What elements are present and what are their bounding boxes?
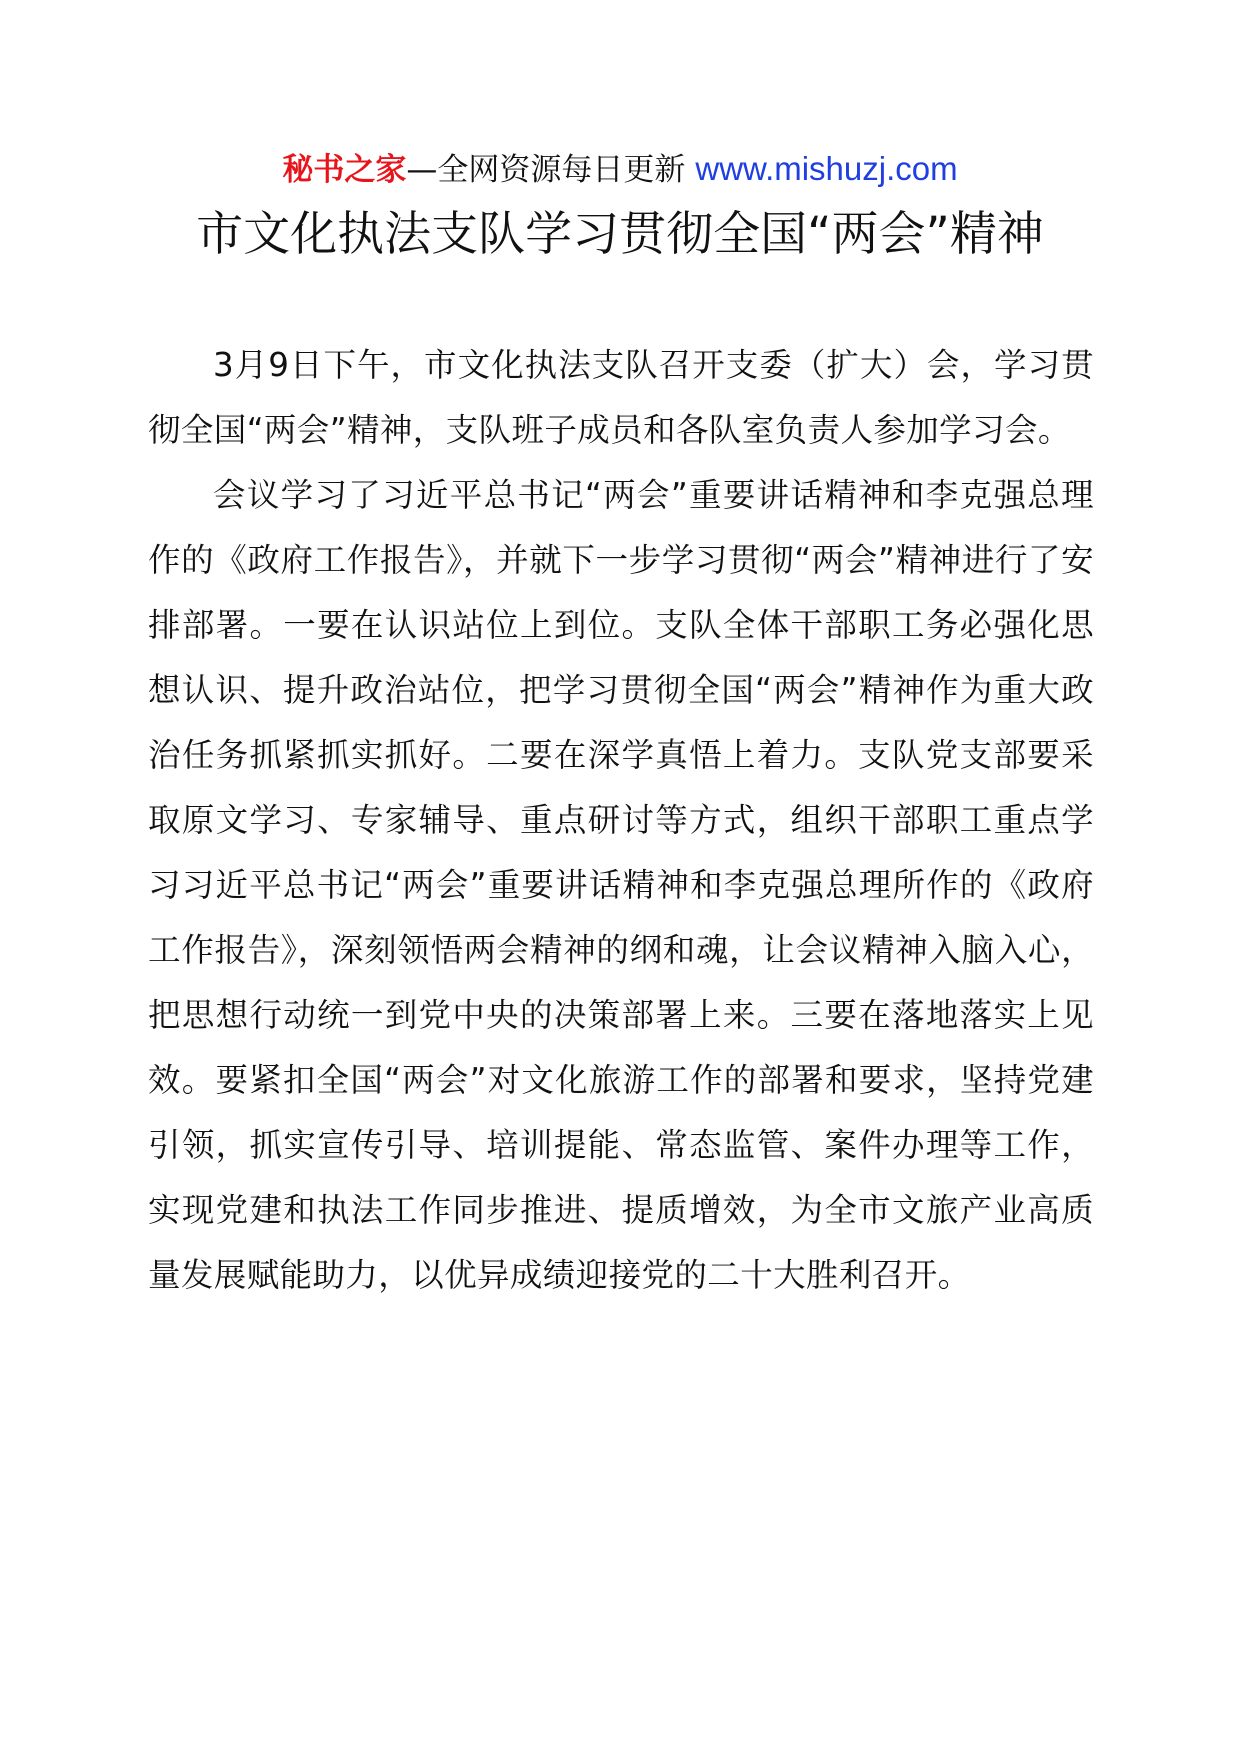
- paragraph-1: 3月9日下午，市文化执法支队召开支委（扩大）会，学习贯彻全国“两会”精神，支队班子成员和各队室负责人参加学习会。: [148, 346, 1094, 449]
- site-url-link[interactable]: www.mishuzj.com: [695, 150, 958, 187]
- document-body: [148, 333, 1094, 1308]
- site-header: [0, 146, 1240, 193]
- header-tagline: —全网资源每日更新: [406, 152, 686, 188]
- paragraph-2: 会议学习了习近平总书记“两会”重要讲话精神和李克强总理作的《政府工作报告》，并就下一步学习贯彻“两会”精神进行了安排部署。一要在认识站位上到位。支队全体干部职工务必强化思想认识、提升政治站位，把学习贯彻全国“两会”精神作为重大政治任务抓紧抓实抓好。二要在深学真悟上着力。支队党支部要采取原文学习、专家辅导、重点研讨等方式，组织干部职工重点学习习近平总书记“两会”重要讲话精神和李克强总理所作的《政府工作报告》，深刻领悟两会精神的纲和魂，让会议精神入脑入心，把思想行动统一到党中央的决策部署上来。三要在落地落实上见效。要紧扣全国“两会”对文化旅游工作的部署和要求，坚持党建引领，抓实宣传引导、培训提能、常态监管、案件办理等工作，实现党建和执法工作同步推进、提质增效，为全市文旅产业高质量发展赋能助力，以优异成绩迎接党的二十大胜利召开。: [148, 476, 1094, 1294]
- document-title: 市文化执法支队学习贯彻全国“两会”精神: [196, 207, 1044, 262]
- brand-name: 秘书之家: [282, 152, 407, 188]
